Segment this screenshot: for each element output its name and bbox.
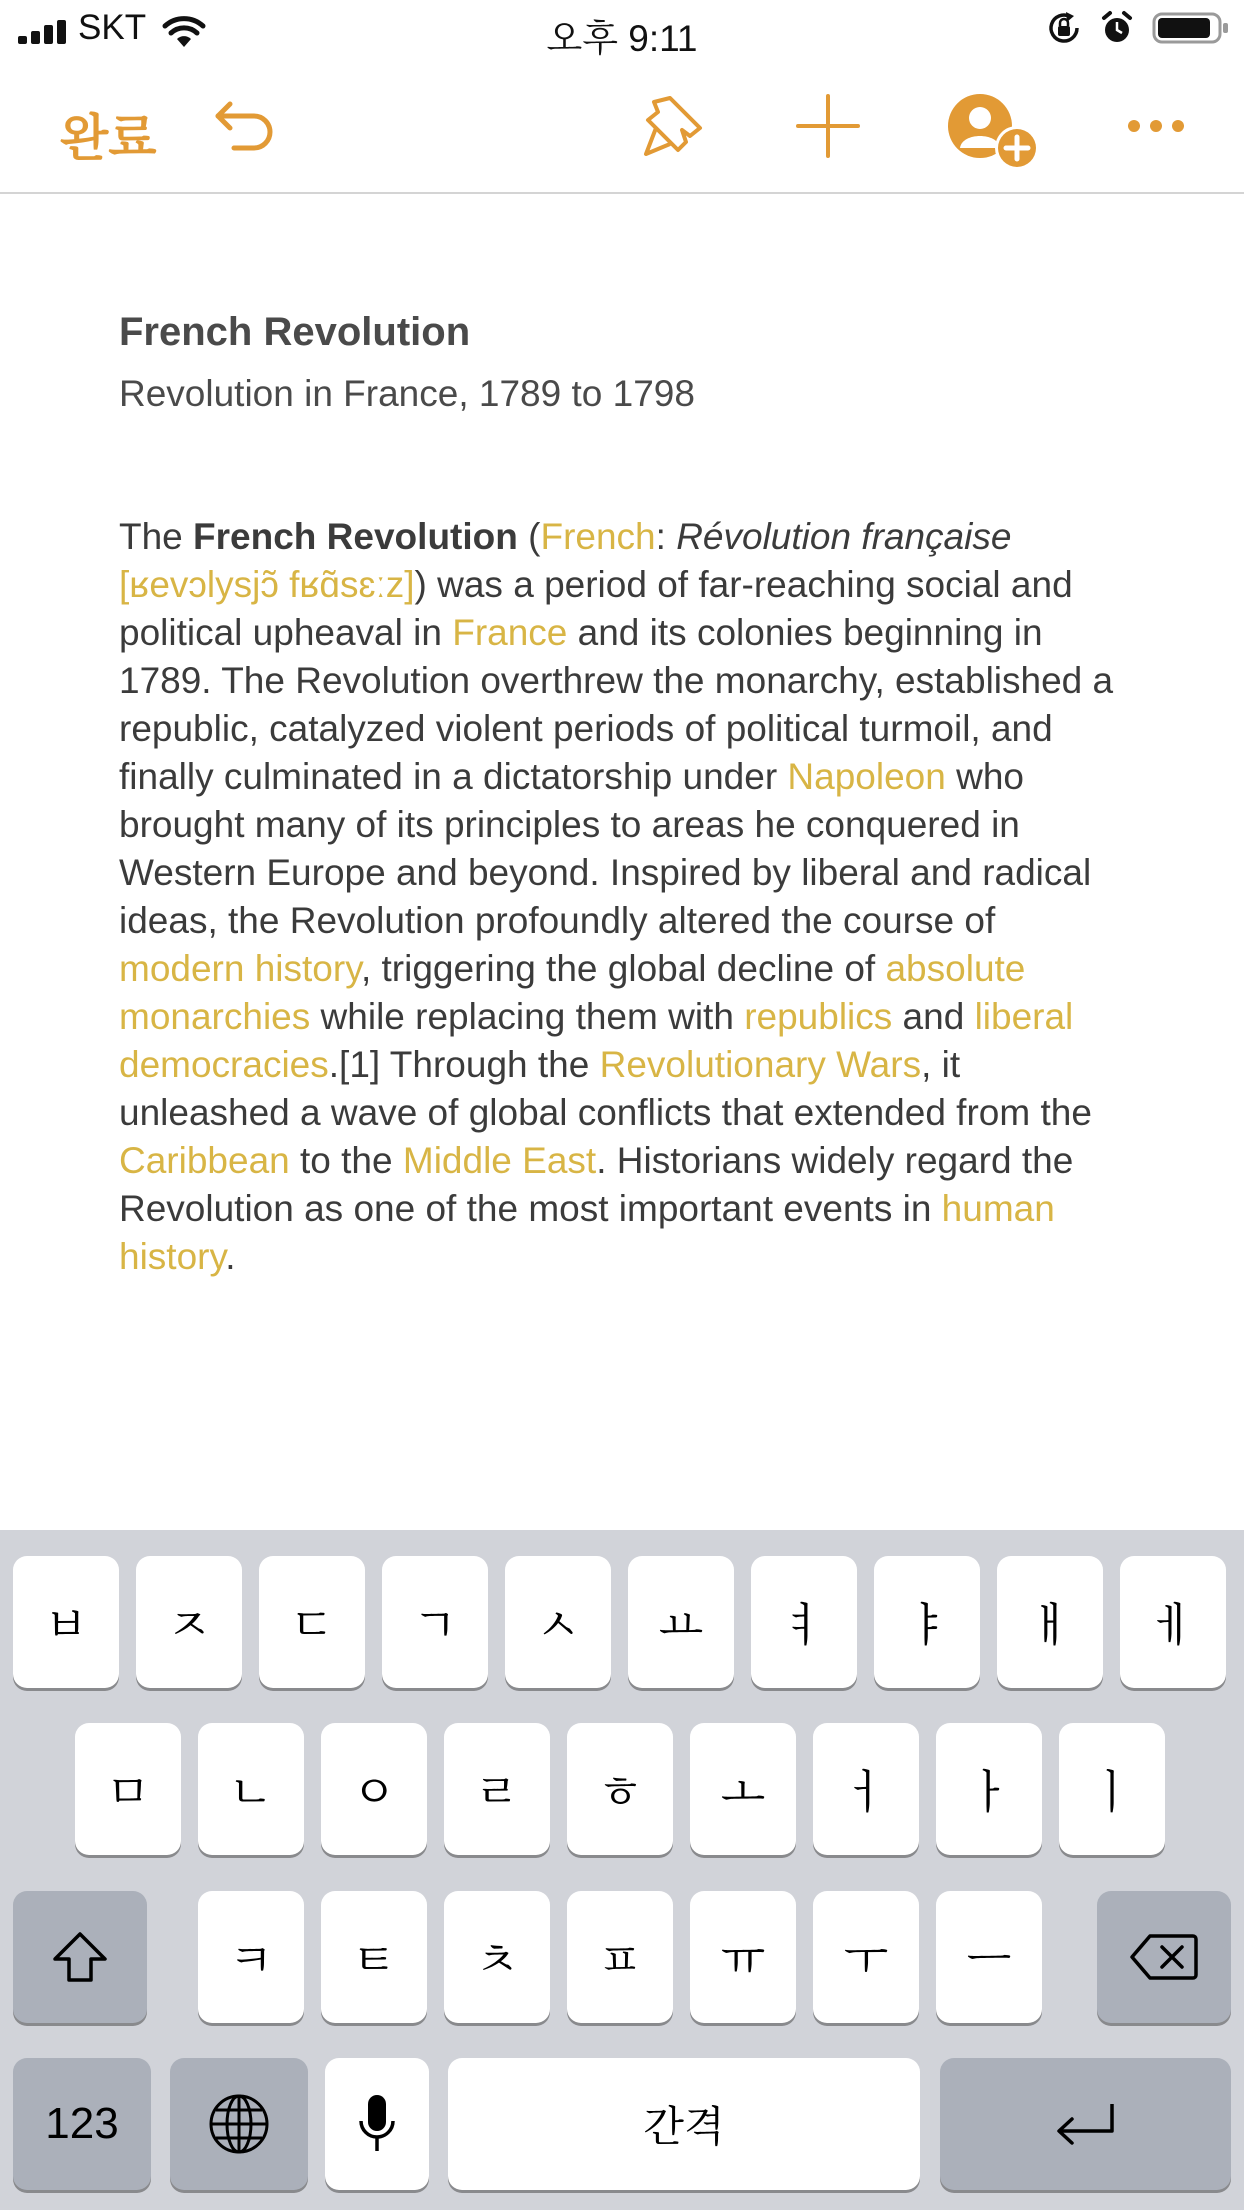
body-text: The	[119, 516, 194, 557]
key[interactable]: ㅣ	[1059, 1723, 1165, 1855]
document-link[interactable]: Revolutionary Wars	[599, 1044, 922, 1085]
undo-icon[interactable]	[212, 98, 282, 158]
document-link[interactable]: Caribbean	[119, 1140, 290, 1181]
body-text: . Historians widely regard the Revolution as one of the most important events in	[119, 1140, 1074, 1229]
key[interactable]: ㅋ	[198, 1891, 304, 2023]
key[interactable]: ㄷ	[259, 1556, 365, 1688]
korean-keyboard	[0, 1530, 1244, 2210]
document-link[interactable]: absolute monarchies	[119, 948, 1026, 1037]
body-text: while replacing them with	[310, 996, 745, 1037]
toolbar	[0, 62, 1244, 194]
document-canvas[interactable]	[119, 310, 1119, 1281]
body-text: .[1] Through the	[328, 1044, 600, 1085]
body-text: , it unleashed a wave of global conflicts that extended from the	[119, 1044, 1092, 1133]
key[interactable]: ㅁ	[75, 1723, 181, 1855]
key[interactable]: ㅊ	[444, 1891, 550, 2023]
document-link[interactable]: Napoleon	[787, 756, 946, 797]
shift-key[interactable]	[13, 1891, 147, 2023]
document-link[interactable]: republics	[744, 996, 893, 1037]
document-subtitle[interactable]: Revolution in France, 1789 to 1798	[119, 373, 695, 414]
document-link[interactable]: French	[540, 516, 656, 557]
body-text: and	[892, 996, 975, 1037]
return-icon	[1054, 2101, 1118, 2147]
backspace-key[interactable]	[1097, 1891, 1231, 2023]
document-link[interactable]: Middle East	[402, 1140, 597, 1181]
paintbrush-icon[interactable]	[640, 92, 712, 160]
key[interactable]: ㅓ	[813, 1723, 919, 1855]
key[interactable]: ㅗ	[690, 1723, 796, 1855]
key[interactable]: ㅎ	[567, 1723, 673, 1855]
key[interactable]: ㅍ	[567, 1891, 673, 2023]
body-text: , triggering the global decline of	[360, 948, 886, 989]
backspace-icon	[1130, 1933, 1198, 1981]
done-button[interactable]: 완료	[60, 109, 157, 167]
key[interactable]: ㅛ	[628, 1556, 734, 1688]
key[interactable]: ㅐ	[997, 1556, 1103, 1688]
body-text: to the	[289, 1140, 403, 1181]
key[interactable]: ㄱ	[382, 1556, 488, 1688]
document-title[interactable]: French Revolution	[119, 310, 471, 354]
key[interactable]: ㅑ	[874, 1556, 980, 1688]
globe-key[interactable]	[170, 2058, 308, 2190]
document-body[interactable]	[119, 513, 1129, 1281]
key[interactable]: ㄴ	[198, 1723, 304, 1855]
key[interactable]: ㅡ	[936, 1891, 1042, 2023]
body-text: :	[655, 516, 677, 557]
rotation-lock-icon	[1046, 10, 1082, 46]
plus-icon[interactable]	[796, 94, 860, 158]
key[interactable]: ㅜ	[813, 1891, 919, 2023]
body-text: who brought many of its principles to areas he conquered in Western Europe and beyond. Inspired by liberal and radical ideas, the Revolution profoundly altered the course of	[119, 756, 1092, 941]
key[interactable]: ㅂ	[13, 1556, 119, 1688]
return-key[interactable]	[940, 2058, 1231, 2190]
shift-icon	[52, 1931, 108, 1983]
document-link[interactable]: [ʁevɔlysjɔ̃ fʁɑ̃sɛːz]	[119, 564, 415, 605]
document-link[interactable]: France	[452, 612, 568, 653]
key[interactable]: ㅏ	[936, 1723, 1042, 1855]
key[interactable]: ㅠ	[690, 1891, 796, 2023]
italic-text: Révolution française	[676, 516, 1012, 557]
key[interactable]: ㅔ	[1120, 1556, 1226, 1688]
document-link[interactable]: modern history	[119, 948, 361, 989]
body-text: .	[225, 1236, 236, 1277]
bold-text: French Revolution	[193, 516, 518, 557]
microphone-icon	[357, 2093, 397, 2155]
carrier-name: SKT	[78, 8, 147, 47]
document-link[interactable]: liberal democracies	[119, 996, 1074, 1085]
globe-icon	[208, 2093, 270, 2155]
numbers-key[interactable]: 123	[13, 2058, 151, 2190]
status-bar	[0, 0, 1244, 62]
key[interactable]: ㅇ	[321, 1723, 427, 1855]
body-text: ) was a period of far-reaching social and political upheaval in	[119, 564, 1073, 653]
dictation-key[interactable]	[325, 2058, 429, 2190]
key[interactable]: ㅈ	[136, 1556, 242, 1688]
body-text: and its colonies beginning in 1789. The Revolution overthrew the monarchy, established a republic, catalyzed violent periods of political turmoil, and finally culminated in a dictatorship under	[119, 612, 1114, 797]
space-key[interactable]: 간격	[448, 2058, 920, 2190]
alarm-icon	[1100, 10, 1134, 46]
body-text: (	[517, 516, 541, 557]
clock: 오후 9:11	[546, 18, 698, 59]
document-link[interactable]: human history	[119, 1188, 1055, 1277]
key[interactable]: ㅌ	[321, 1891, 427, 2023]
key[interactable]: ㅅ	[505, 1556, 611, 1688]
more-icon[interactable]	[1126, 118, 1186, 134]
battery-icon	[1152, 10, 1230, 46]
key[interactable]: ㅕ	[751, 1556, 857, 1688]
key[interactable]: ㄹ	[444, 1723, 550, 1855]
add-collaborator-icon[interactable]	[946, 92, 1042, 172]
